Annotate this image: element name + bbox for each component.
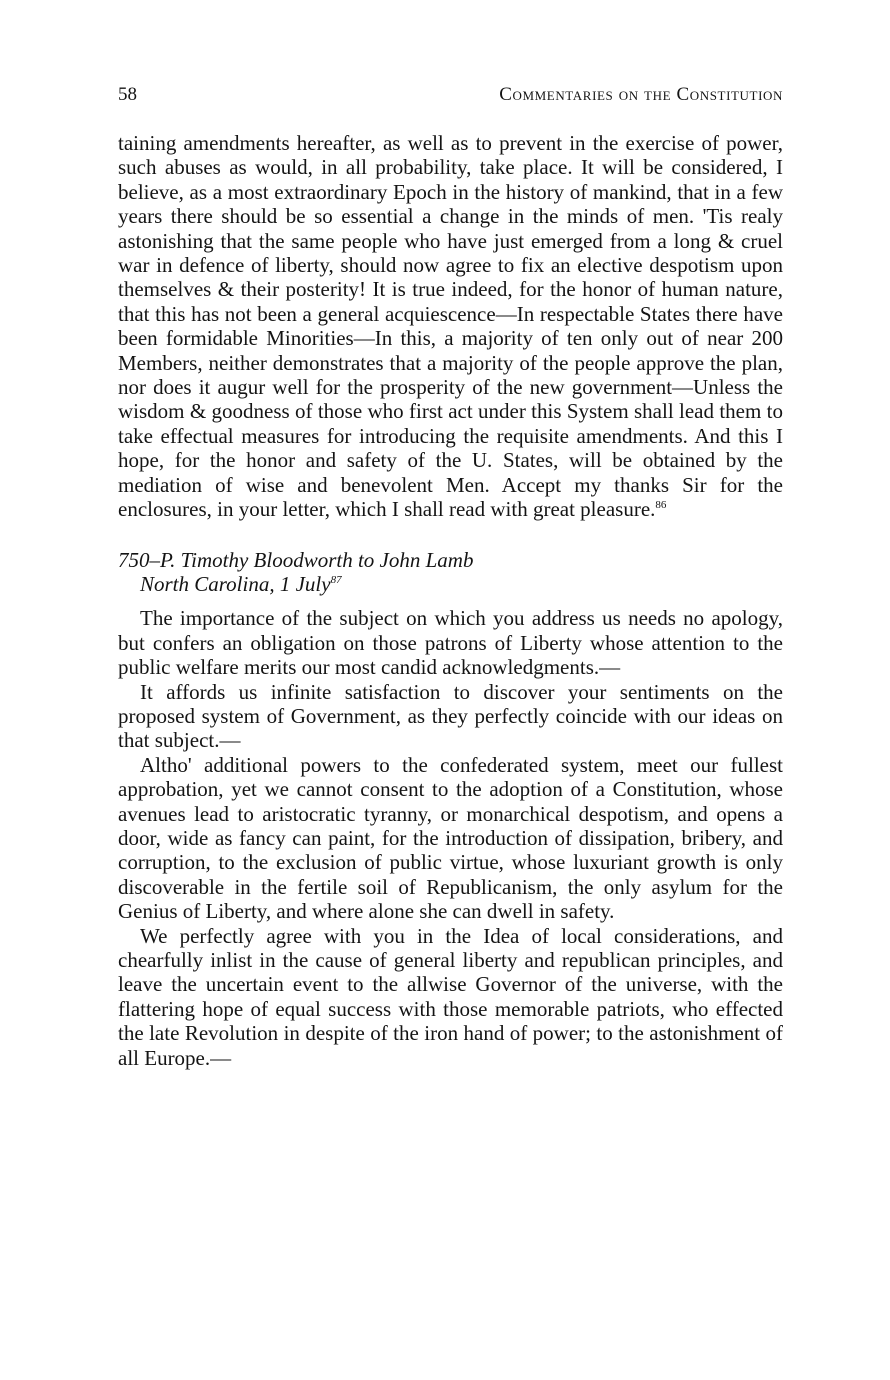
continuation-text: taining amendments hereafter, as well as to prevent in the exercise of power, such abuses as would, in all probability, take place. It will be considered, I believe, as a most extraordinary Epoch in the history of mankind, that in a few years there should be so essential a change in the minds of men. 'Tis realy astonishing that the same people who have just emerged from a long & cruel war in defence of liberty, should now agree to fix an elective despotism upon themselves & their posterity! It is true indeed, for the honor of human nature, that this has not been a general acquiescence—In respectable States there have been formidable Minorities—In this, a majority of ten only out of near 200 Members, neither demonstrates that a majority of the people approve the plan, nor does it augur well for the prosperity of the new government—Unless the wisdom & goodness of those who first act under this System shall lead them to take effectual measures for introducing the requisite amendments. And this I hope, for the honor and safety of the U. States, will be obtained by the mediation of wise and benevolent Men. Accept my thanks Sir for the enclosures, in your letter, which I shall read with great pleasure. bbox=[118, 131, 783, 522]
running-title: Commentaries on the Constitution bbox=[499, 84, 783, 105]
running-header bbox=[118, 84, 783, 112]
letter-paragraph: It affords us infinite satisfaction to discover your sentiments on the proposed system of Government, as they perfectly coincide with our ideas on that subject.— bbox=[118, 679, 783, 753]
document-date: North Carolina, 1 July bbox=[140, 571, 331, 596]
body-text bbox=[118, 131, 783, 1070]
letter-paragraph: The importance of the subject on which you address us needs no apology, but confers an obligation on those patrons of Liberty whose attention to the public welfare merits our most candid acknowledgments.— bbox=[118, 606, 783, 680]
footnote-ref-86[interactable]: 86 bbox=[655, 499, 667, 512]
letter-paragraph: Altho' additional powers to the confederated system, meet our fullest approbation, yet we cannot consent to the adoption of a Constitution, whose avenues lead to aristocratic tyranny, or monarchical despotism, and opens a door, wide as fancy can paint, for the introduction of dissipation, bribery, and corruption, to the exclusion of public virtue, whose luxuriant growth is only discoverable in the fertile soil of Republicanism, the only asylum for the Genius of Liberty, and where alone she can dwell in safety. bbox=[118, 752, 783, 924]
document-heading bbox=[118, 548, 783, 597]
continuation-paragraph bbox=[118, 131, 783, 522]
document-place-date bbox=[118, 572, 783, 596]
page-number: 58 bbox=[118, 84, 137, 105]
document-title: 750–P. Timothy Bloodworth to John Lamb bbox=[118, 547, 474, 572]
footnote-ref-87[interactable]: 87 bbox=[330, 573, 342, 586]
letter-paragraph: We perfectly agree with you in the Idea of local considerations, and chearfully inlist in the cause of general liberty and republican principles, and leave the uncertain event to the allwise Governor of the universe, with the flattering hope of equal success with those memorable patriots, who effected the late Revolution in despite of the iron hand of power; to the astonishment of all Europe.— bbox=[118, 923, 783, 1070]
